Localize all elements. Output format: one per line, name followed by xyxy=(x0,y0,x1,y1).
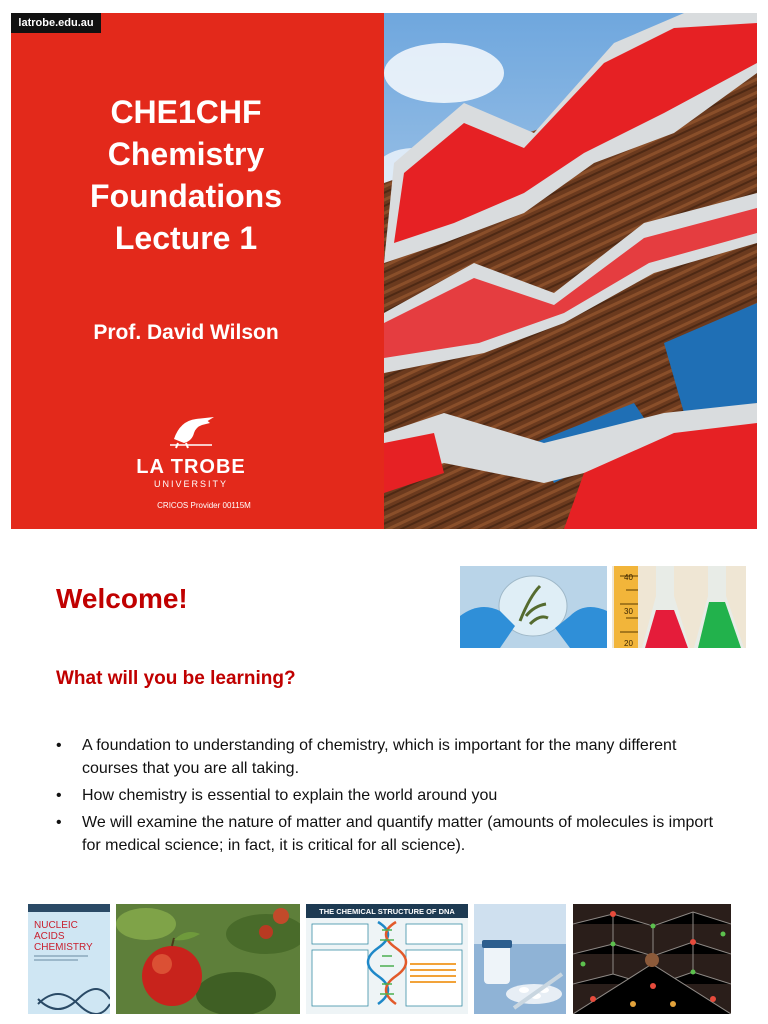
cylinder-scale-20: 20 xyxy=(624,639,633,648)
presenter-name: Prof. David Wilson xyxy=(93,321,279,344)
book-title-line-2: ACIDS xyxy=(34,931,65,942)
title-slide xyxy=(11,13,757,529)
lecture-title xyxy=(11,91,361,259)
medicine-pills-image xyxy=(474,904,566,1014)
dna-structure-poster-image xyxy=(306,904,468,1014)
building-facade-image xyxy=(384,13,757,529)
title-line-course-code: CHE1CHF xyxy=(110,94,262,130)
book-title-line-1: NUCLEIC xyxy=(34,920,78,931)
bullet-marker: • xyxy=(56,787,62,804)
cricos-notice: CRICOS Provider 00115M xyxy=(157,501,251,510)
bullet-text: We will examine the nature of matter and quantify matter (amounts of molecules is import for medical science; in fact, it is critical for all science). xyxy=(82,814,714,854)
bullet-item xyxy=(56,784,736,807)
pelican-icon xyxy=(166,413,216,449)
cylinder-scale-40: 40 xyxy=(624,573,633,582)
learning-bullets xyxy=(56,734,736,861)
bullet-text: How chemistry is essential to explain the world around you xyxy=(82,787,498,804)
graduated-cylinders-image xyxy=(612,566,746,648)
title-line-subject: Chemistry xyxy=(107,136,265,172)
title-line-foundations: Foundations xyxy=(90,178,282,214)
bullet-item xyxy=(56,734,736,780)
bullet-marker: • xyxy=(56,737,62,754)
welcome-heading: Welcome! xyxy=(56,583,188,614)
petri-dish-image xyxy=(460,566,607,648)
title-line-lecture: Lecture 1 xyxy=(114,220,258,256)
nucleic-acids-book-image xyxy=(28,904,110,1014)
book-title-line-3: CHEMISTRY xyxy=(34,942,93,953)
learning-subheading: What will you be learning? xyxy=(56,668,296,689)
url-badge: latrobe.edu.au xyxy=(11,13,101,33)
bullet-text: A foundation to understanding of chemistry, which is important for the many different courses that you are all taking. xyxy=(82,737,677,777)
bullet-item xyxy=(56,811,736,857)
bullet-marker: • xyxy=(56,814,62,831)
poster-title: THE CHEMICAL STRUCTURE OF DNA xyxy=(319,907,455,916)
apple-tree-image xyxy=(116,904,300,1014)
logo-subtext: UNIVERSITY xyxy=(153,479,228,489)
la-trobe-logo xyxy=(121,413,261,493)
molecular-lattice-image xyxy=(573,904,731,1014)
logo-wordmark: LA TROBE xyxy=(136,456,246,478)
cylinder-scale-30: 30 xyxy=(624,607,633,616)
